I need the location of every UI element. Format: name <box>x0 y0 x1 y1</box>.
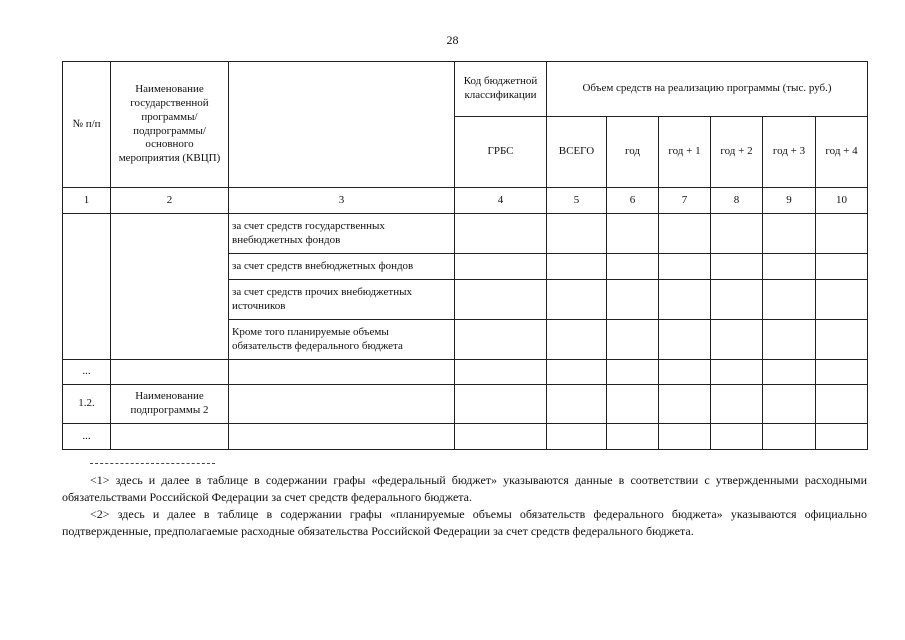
header-num: № п/п <box>63 62 111 188</box>
row-source-cell: за счет средств внебюджетных фондов <box>229 254 455 280</box>
empty-cell <box>607 254 659 280</box>
footnote-2: <2> здесь и далее в таблице в содержании графы «планируемые объемы обязательств федерального бюджета» указываются официально подтвержденные, предполагаемые расходные обязательства Российской Федерации за счет средств федерального бюджета. <box>62 507 867 538</box>
empty-cell <box>455 254 547 280</box>
empty-cell <box>455 320 547 360</box>
empty-cell <box>816 360 868 385</box>
row-num-cell: 1.2. <box>63 385 111 424</box>
row-num-cell <box>63 214 111 360</box>
empty-cell <box>607 320 659 360</box>
row-name-cell <box>111 424 229 450</box>
empty-cell <box>763 424 816 450</box>
empty-cell <box>547 280 607 320</box>
empty-cell <box>711 424 763 450</box>
empty-cell <box>763 320 816 360</box>
empty-cell <box>816 320 868 360</box>
column-number: 5 <box>547 188 607 214</box>
empty-cell <box>659 424 711 450</box>
empty-cell <box>455 280 547 320</box>
budget-table <box>62 61 868 450</box>
empty-cell <box>607 424 659 450</box>
empty-cell <box>816 280 868 320</box>
empty-cell <box>816 385 868 424</box>
column-number: 9 <box>763 188 816 214</box>
header-total: ВСЕГО <box>547 117 607 188</box>
header-year-plus-3: год + 3 <box>763 117 816 188</box>
page-number: 28 <box>446 33 459 47</box>
row-source-cell: за счет средств прочих внебюджетных источников <box>229 280 455 320</box>
column-number: 8 <box>711 188 763 214</box>
header-year-plus-2: год + 2 <box>711 117 763 188</box>
empty-cell <box>763 280 816 320</box>
header-name: Наименование государственной программы/ подпрограммы/ основного мероприятия (КВЦП) <box>111 62 229 188</box>
row-source-cell: Кроме того планируемые объемы обязательств федерального бюджета <box>229 320 455 360</box>
empty-cell <box>659 360 711 385</box>
empty-cell <box>659 254 711 280</box>
empty-cell <box>816 254 868 280</box>
empty-cell <box>607 214 659 254</box>
empty-cell <box>816 424 868 450</box>
table-row <box>63 360 868 385</box>
header-year-plus-1: год + 1 <box>659 117 711 188</box>
column-number: 6 <box>607 188 659 214</box>
column-number: 4 <box>455 188 547 214</box>
column-number: 10 <box>816 188 868 214</box>
row-source-cell <box>229 424 455 450</box>
empty-cell <box>547 254 607 280</box>
column-number: 2 <box>111 188 229 214</box>
empty-cell <box>711 214 763 254</box>
empty-cell <box>816 214 868 254</box>
column-number: 1 <box>63 188 111 214</box>
empty-cell <box>455 424 547 450</box>
empty-cell <box>547 385 607 424</box>
table-row <box>63 385 868 424</box>
empty-cell <box>659 320 711 360</box>
row-name-cell <box>111 214 229 360</box>
empty-cell <box>711 254 763 280</box>
row-num-cell: ... <box>63 424 111 450</box>
column-number: 7 <box>659 188 711 214</box>
footnote-1: <1> здесь и далее в таблице в содержании графы «федеральный бюджет» указываются данные в соответствии с утвержденными расходными обязательствами Российской Федерации за счет средств федерального бюджета. <box>62 473 867 504</box>
table-row <box>63 424 868 450</box>
empty-cell <box>455 214 547 254</box>
empty-cell <box>607 360 659 385</box>
empty-cell <box>547 214 607 254</box>
header-col3 <box>229 62 455 188</box>
empty-cell <box>547 424 607 450</box>
empty-cell <box>763 360 816 385</box>
header-code: Код бюджетной классификации <box>455 62 547 117</box>
empty-cell <box>711 385 763 424</box>
column-number: 3 <box>229 188 455 214</box>
header-year: год <box>607 117 659 188</box>
empty-cell <box>763 214 816 254</box>
empty-cell <box>547 320 607 360</box>
header-year-plus-4: год + 4 <box>816 117 868 188</box>
empty-cell <box>763 385 816 424</box>
row-source-cell <box>229 385 455 424</box>
empty-cell <box>711 320 763 360</box>
empty-cell <box>607 280 659 320</box>
empty-cell <box>659 385 711 424</box>
empty-cell <box>547 360 607 385</box>
row-name-cell: Наименование подпрограммы 2 <box>111 385 229 424</box>
empty-cell <box>607 385 659 424</box>
empty-cell <box>455 360 547 385</box>
row-source-cell <box>229 360 455 385</box>
row-name-cell <box>111 360 229 385</box>
row-source-cell: за счет средств государственных внебюджетных фондов <box>229 214 455 254</box>
table-row <box>63 214 868 254</box>
empty-cell <box>659 280 711 320</box>
footnotes <box>62 472 867 540</box>
empty-cell <box>659 214 711 254</box>
empty-cell <box>711 360 763 385</box>
empty-cell <box>711 280 763 320</box>
row-num-cell: ... <box>63 360 111 385</box>
header-volume: Объем средств на реализацию программы (тыс. руб.) <box>547 62 868 117</box>
footnote-separator <box>90 463 215 464</box>
empty-cell <box>763 254 816 280</box>
empty-cell <box>455 385 547 424</box>
header-grbs: ГРБС <box>455 117 547 188</box>
